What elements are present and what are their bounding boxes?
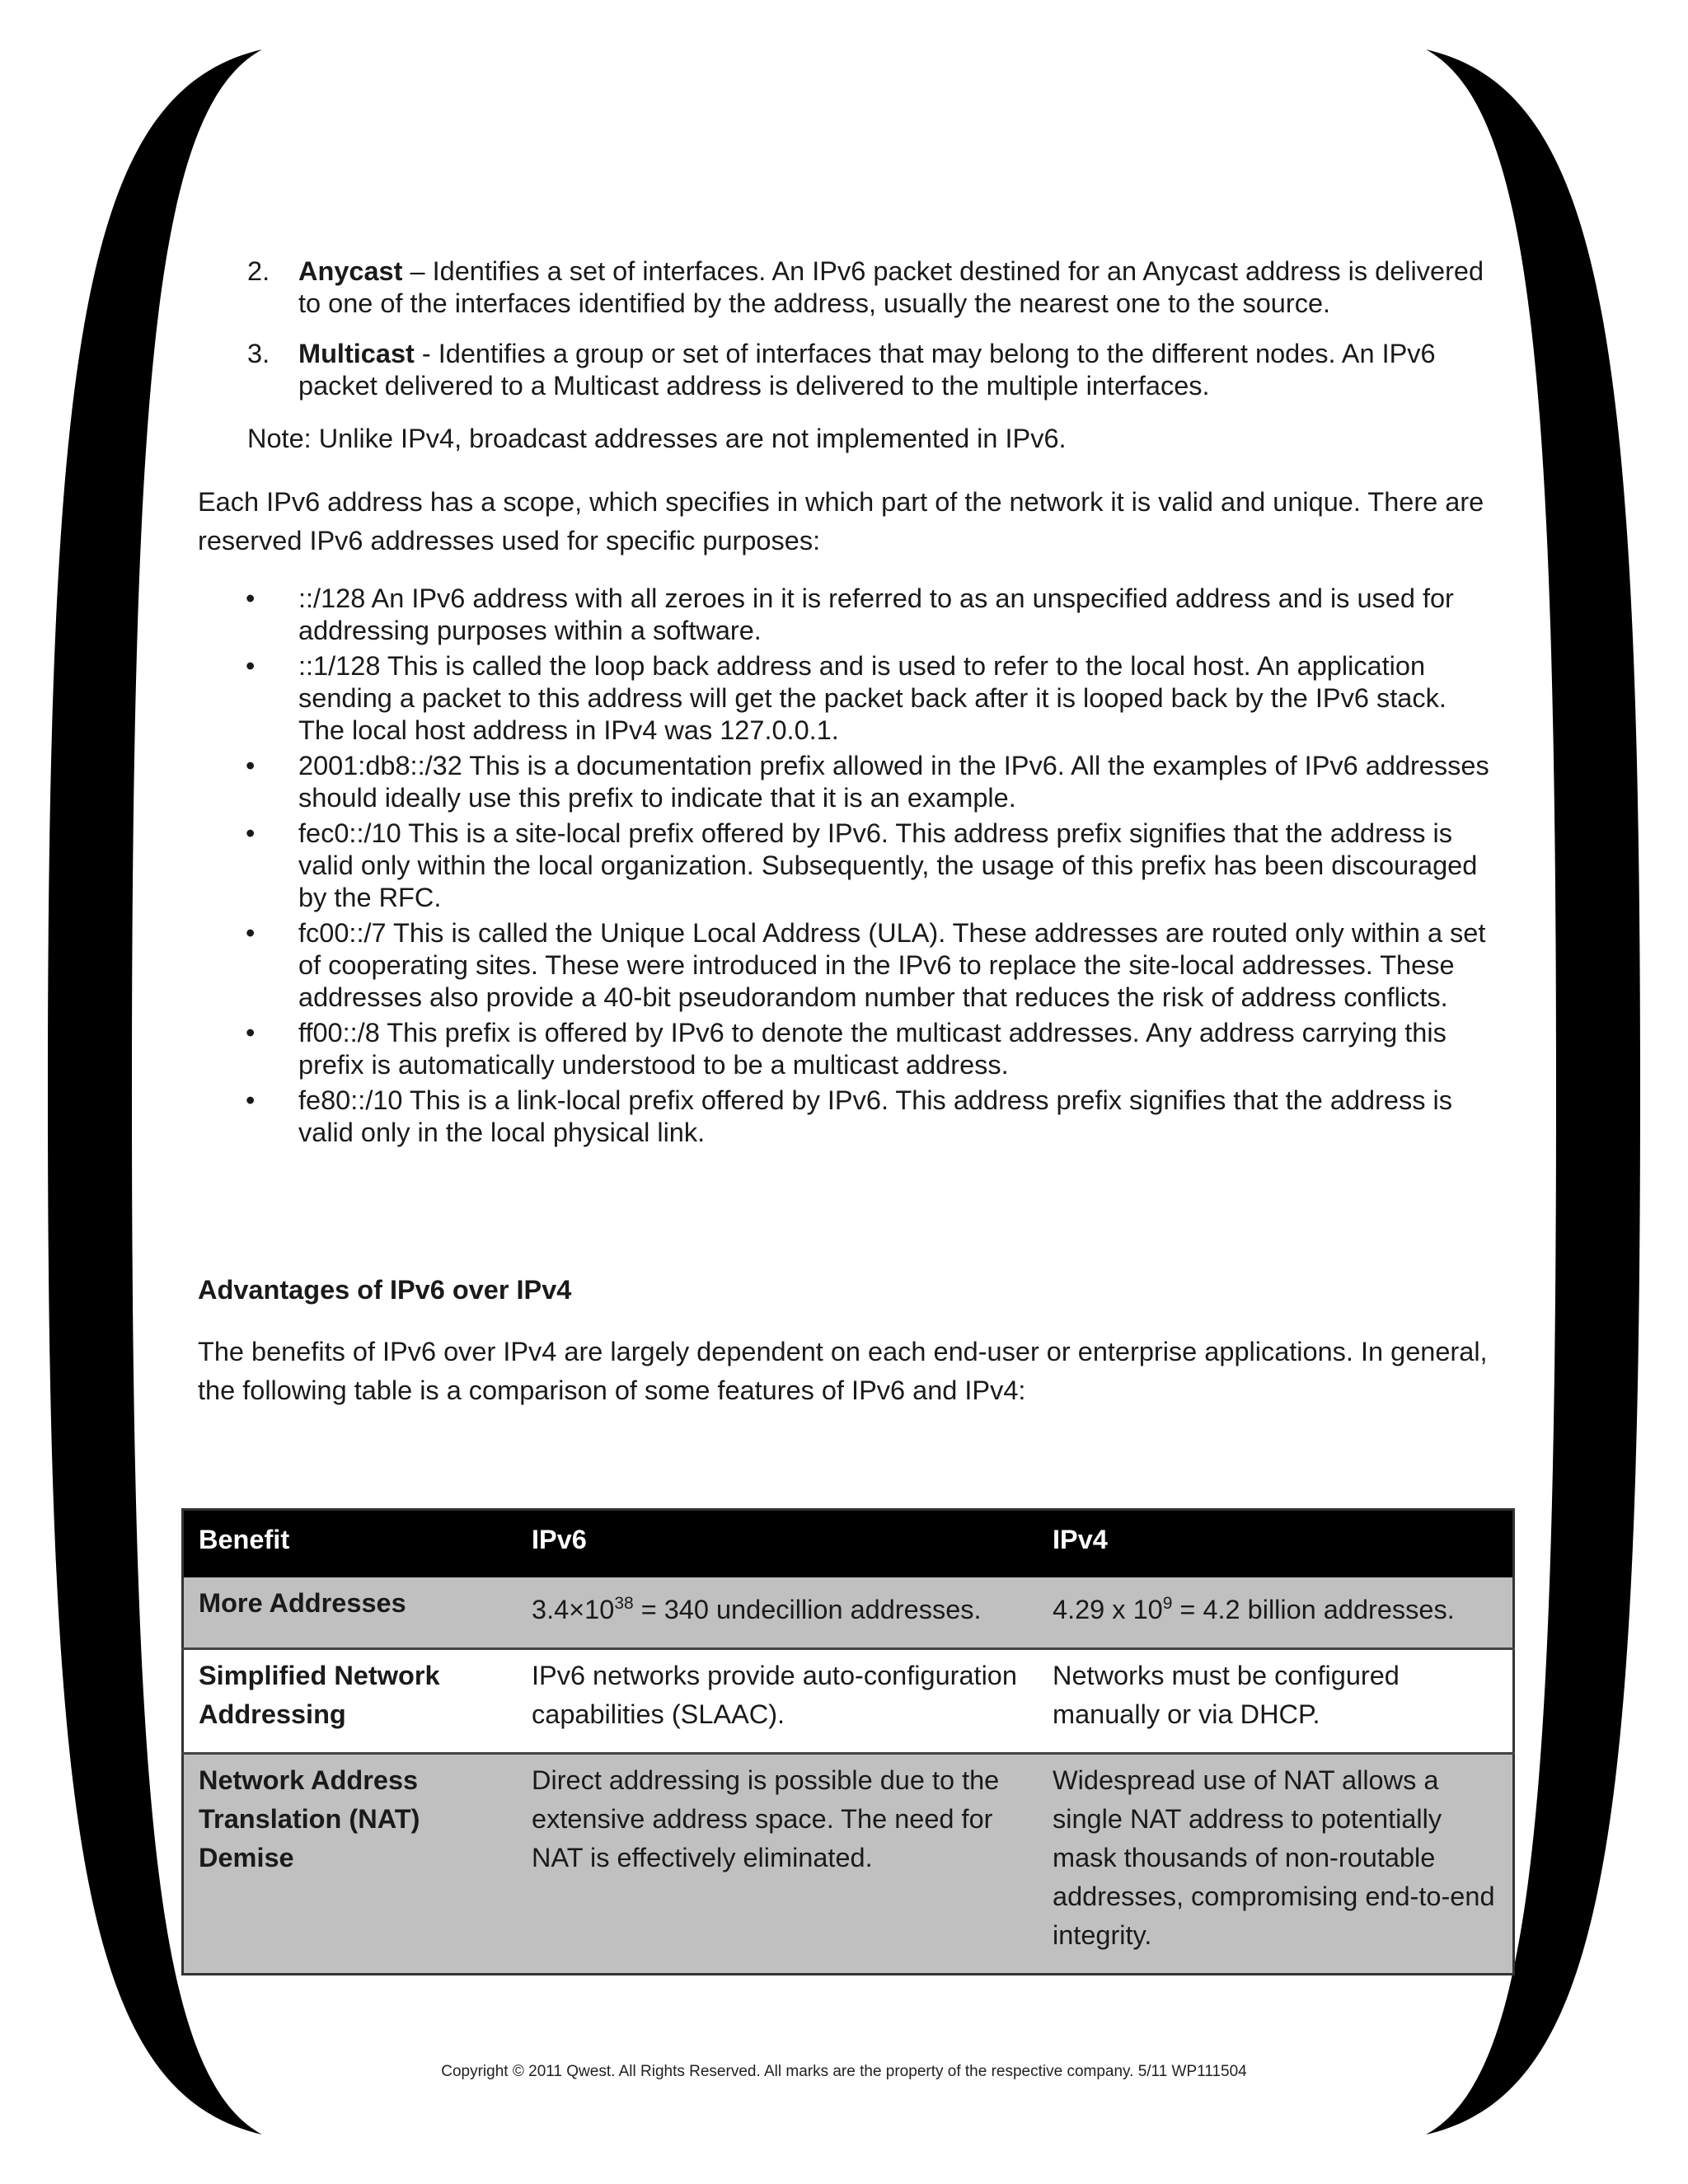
table-header-row bbox=[183, 1510, 1514, 1578]
scope-paragraph: Each IPv6 address has a scope, which specifies in which part of the network it is valid and unique. There are reserved IPv6 addresses used for specific purposes: bbox=[198, 487, 1484, 555]
ipv4-cell: 4.29 x $10^9 = 4.2$ billion addresses. bbox=[1038, 1577, 1514, 1648]
list-item-anycast bbox=[198, 255, 1492, 320]
document-body bbox=[198, 255, 1492, 1428]
term-description: - Identifies a group or set of interfaces that may belong to the different nodes. An IPv6 packet delivered to a Multicast address is delivered to the multiple interfaces. bbox=[298, 339, 1436, 401]
copyright-footer: Copyright © 2011 Qwest. All Rights Reserved. All marks are the property of the respective company. 5/11 WP111504 bbox=[441, 2063, 1247, 2080]
bullet-glyph: • bbox=[246, 1018, 256, 1047]
table-row bbox=[183, 1648, 1514, 1753]
bullet-glyph: • bbox=[246, 751, 256, 780]
bullet-glyph: • bbox=[246, 918, 256, 948]
benefits-paragraph: The benefits of IPv6 over IPv4 are largely dependent on each end-user or enterprise applications. In general, the following table is a comparison of some features of IPv6 and IPv4: bbox=[198, 1337, 1488, 1405]
list-item: • ::/128 An IPv6 address with all zeroes in it is referred to as an unspecified address and is used for addressing purposes within a software. bbox=[246, 583, 1454, 645]
list-item: • ff00::/8 This prefix is offered by IPv6 to denote the multicast addresses. Any address carrying this prefix is automatically understood to be a multicast address. bbox=[246, 1018, 1447, 1080]
ipv4-cell: Networks must be configured manually or via DHCP. bbox=[1038, 1648, 1514, 1753]
list-item: • ::1/128 This is called the loop back address and is used to refer to the local host. An application sending a packet to this address will get the packet back after it is looped back by the IPv6 stack. The local host address in IPv4 was 127.0.0.1. bbox=[246, 651, 1447, 745]
benefit-cell: Network Address Translation (NAT) Demise bbox=[183, 1753, 518, 1974]
table-row bbox=[183, 1577, 1514, 1648]
reserved-address-list bbox=[198, 583, 1492, 1149]
table-row bbox=[183, 1753, 1514, 1974]
ipv6-cell: IPv6 networks provide auto-configuration capabilities (SLAAC). bbox=[517, 1648, 1038, 1753]
header-ipv4: IPv4 bbox=[1038, 1510, 1514, 1578]
header-benefit: Benefit bbox=[183, 1510, 518, 1578]
list-item: • fec0::/10 This is a site-local prefix offered by IPv6. This address prefix signifies that the address is valid only within the local organization. Subsequently, the usage of this prefix has been discouraged by the RFC. bbox=[246, 818, 1478, 912]
list-item: • fc00::/7 This is called the Unique Local Address (ULA). These addresses are routed only within a set of cooperating sites. These were introduced in the IPv6 to replace the site-local addresses. These addresses also provide a 40-bit pseudorandom number that reduces the risk of address conflicts. bbox=[246, 918, 1486, 1012]
term-anycast: Anycast bbox=[298, 256, 403, 286]
term-multicast: Multicast bbox=[298, 339, 415, 368]
ipv6-cell: Direct addressing is possible due to the extensive address space. The need for NAT is effectively eliminated. bbox=[517, 1753, 1038, 1974]
bullet-glyph: • bbox=[246, 1085, 256, 1115]
header-ipv6: IPv6 bbox=[517, 1510, 1038, 1578]
item-number: 3. bbox=[247, 339, 270, 368]
list-item: • 2001:db8::/32 This is a documentation prefix allowed in the IPv6. All the examples of IPv6 addresses should ideally use this prefix to indicate that it is an example. bbox=[246, 751, 1489, 813]
bullet-glyph: • bbox=[246, 583, 256, 613]
benefit-cell: Simplified Network Addressing bbox=[183, 1648, 518, 1753]
note-text: Note: Unlike IPv4, broadcast addresses are not implemented in IPv6. bbox=[247, 424, 1067, 453]
term-description: – Identifies a set of interfaces. An IPv6 packet destined for an Anycast address is delivered to one of the interfaces identified by the address, usually the nearest one to the source. bbox=[298, 256, 1484, 318]
benefit-cell: More Addresses bbox=[183, 1577, 518, 1648]
ipv6-cell: $3.4\times 10^{38} = 340$ undecillion addresses. bbox=[517, 1577, 1038, 1648]
list-item: • fe80::/10 This is a link-local prefix offered by IPv6. This address prefix signifies that the address is valid only in the local physical link. bbox=[246, 1085, 1453, 1147]
comparison-table bbox=[181, 1508, 1515, 1975]
ipv4-cell: Widespread use of NAT allows a single NAT address to potentially mask thousands of non-routable addresses, compromising end-to-end integrity. bbox=[1038, 1753, 1514, 1974]
list-item-multicast bbox=[198, 338, 1492, 402]
bullet-glyph: • bbox=[246, 818, 256, 848]
section-heading: Advantages of IPv6 over IPv4 bbox=[198, 1275, 572, 1305]
item-number: 2. bbox=[247, 256, 270, 286]
bullet-glyph: • bbox=[246, 651, 256, 681]
